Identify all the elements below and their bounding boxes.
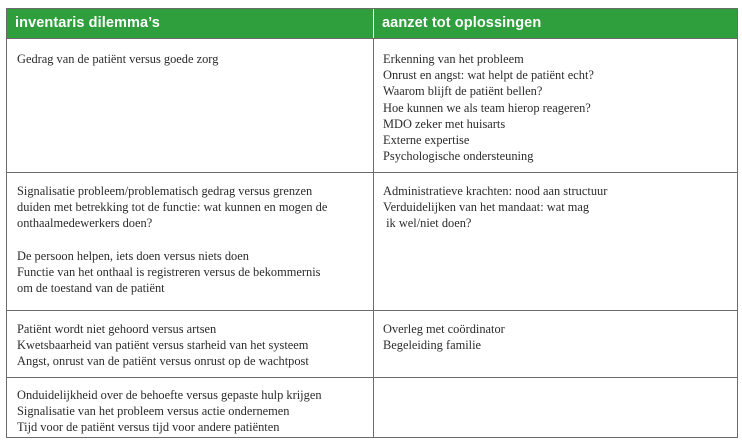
dilemma-line: Functie van het onthaal is registreren versus de bekommernis: [17, 264, 321, 279]
row-3-solution-cell: [383, 321, 733, 353]
header-aanzet-tot-oplossingen: aanzet tot oplossingen: [382, 15, 542, 31]
dilemma-line: Kwetsbaarheid van patiënt versus starheid van het systeem: [17, 338, 309, 353]
dilemma-line: De persoon helpen, iets doen versus niets doen: [17, 248, 249, 263]
column-divider: [373, 378, 374, 437]
dilemma-line: duiden met betrekking tot de functie: wat kunnen en mogen de: [17, 200, 328, 215]
solution-line: ik wel/niet doen?: [383, 216, 472, 231]
dilemma-line: om de toestand van de patiënt: [17, 281, 165, 296]
solution-line: Administratieve krachten: nood aan structuur: [383, 184, 608, 198]
table-header: [7, 9, 737, 38]
column-divider: [373, 173, 374, 310]
dilemma-table: [6, 8, 738, 438]
solution-line: MDO zeker met huisarts: [383, 116, 506, 131]
header-inventaris-dilemmas: inventaris dilemma’s: [15, 15, 160, 31]
dilemma-line: Angst, onrust van de patiënt versus onrust op de wachtpost: [17, 354, 309, 369]
solution-line: Verduidelijken van het mandaat: wat mag: [383, 200, 590, 215]
table-row: [7, 38, 737, 172]
solution-line: Psychologische ondersteuning: [383, 149, 534, 164]
row-1-dilemma-cell: [17, 51, 367, 67]
dilemma-line: Signalisatie van het probleem versus actie ondernemen: [17, 404, 290, 419]
solution-line: Onrust en angst: wat helpt de patiënt echt?: [383, 68, 594, 83]
header-divider: [373, 9, 374, 38]
dilemma-line: onthaalmedewerkers doen?: [17, 216, 153, 231]
table-row: [7, 310, 737, 377]
row-1-solution-cell: [383, 51, 733, 164]
solution-line: Erkenning van het probleem: [383, 52, 524, 66]
column-divider: [373, 39, 374, 172]
solution-line: Externe expertise: [383, 133, 470, 148]
row-2-dilemma-cell: [17, 183, 367, 296]
dilemma-line: Onduidelijkheid over de behoefte versus gepaste hulp krijgen: [17, 388, 322, 402]
table-row: [7, 172, 737, 310]
dilemma-line: Tijd voor de patiënt versus tijd voor andere patiënten: [17, 420, 280, 435]
row-4-dilemma-cell: [17, 387, 367, 436]
row-3-dilemma-cell: [17, 321, 367, 370]
dilemma-line: Signalisatie probleem/problematisch gedrag versus grenzen: [17, 184, 313, 198]
dilemma-line: Gedrag van de patiënt versus goede zorg: [17, 52, 219, 66]
column-divider: [373, 311, 374, 377]
solution-line: Begeleiding familie: [383, 338, 482, 353]
paragraph-gap: [17, 232, 367, 248]
solution-line: Overleg met coördinator: [383, 322, 505, 336]
dilemma-line: Patiënt wordt niet gehoord versus artsen: [17, 322, 217, 336]
solution-line: Hoe kunnen we als team hierop reageren?: [383, 100, 591, 115]
solution-line: Waarom blijft de patiënt bellen?: [383, 84, 543, 99]
table-row: [7, 377, 737, 437]
row-2-solution-cell: [383, 183, 733, 232]
